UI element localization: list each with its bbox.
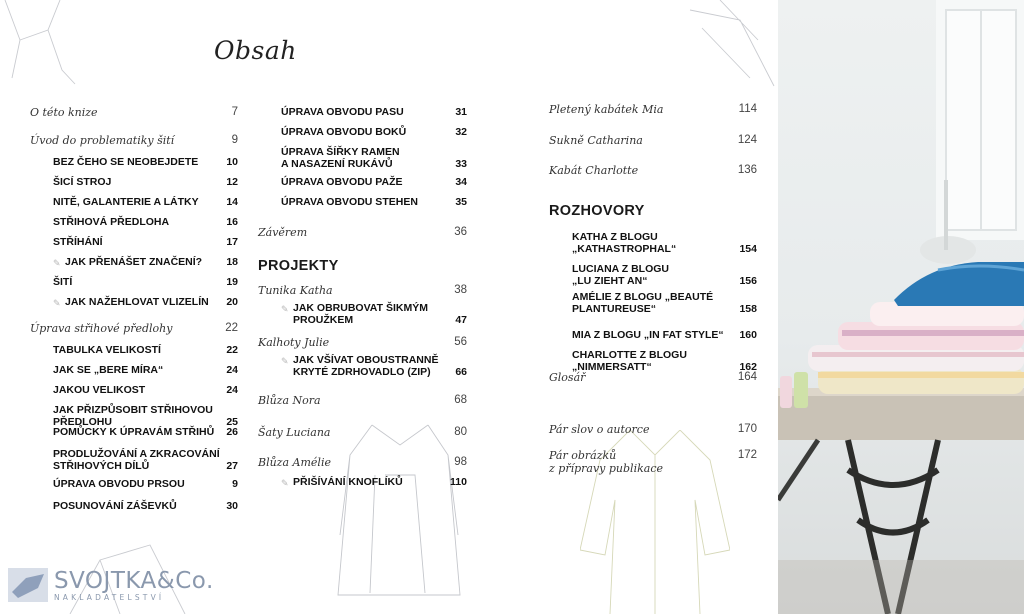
toc-entry-label: ÚPRAVA OBVODU PASU (281, 106, 404, 118)
toc-entry[interactable] (30, 156, 238, 168)
toc-entry-label: BEZ ČEHO SE NEOBEJDETE (53, 156, 199, 168)
toc-entry-label: Kalhoty Julie (258, 336, 330, 349)
toc-entry-label: TABULKA VELIKOSTÍ (53, 344, 161, 356)
toc-entry[interactable] (30, 256, 238, 268)
toc-entry-label: Pár obrázků z přípravy publikace (549, 449, 663, 475)
toc-entry-page: 31 (455, 106, 467, 118)
publisher-logo (8, 568, 214, 602)
toc-column-3 (549, 103, 757, 503)
toc-entry[interactable] (30, 384, 238, 396)
toc-entry-page: 156 (739, 275, 757, 287)
toc-entry[interactable] (258, 146, 467, 170)
toc-entry-page: 9 (232, 478, 238, 490)
sewing-tip-icon: ✎ (281, 356, 289, 366)
toc-entry-page: 80 (454, 426, 467, 438)
toc-entry-page: 164 (737, 371, 757, 383)
toc-entry[interactable] (30, 236, 238, 248)
toc-entry-page: 136 (737, 164, 757, 176)
toc-entry-label: ÚPRAVA ŠÍŘKY RAMEN A NASAZENÍ RUKÁVŮ (281, 146, 400, 170)
toc-entry[interactable] (549, 449, 757, 475)
toc-entry[interactable] (549, 164, 757, 177)
toc-entry[interactable] (549, 349, 757, 373)
toc-entry[interactable] (30, 276, 238, 288)
toc-entry-label: Úvod do problematiky šití (30, 134, 175, 147)
toc-entry-page: 114 (738, 103, 757, 115)
toc-entry-page: 35 (455, 196, 467, 208)
toc-entry[interactable] (549, 329, 757, 341)
toc-entry-page: 33 (455, 158, 467, 170)
toc-entry-label: ÚPRAVA OBVODU STEHEN (281, 196, 418, 208)
toc-entry[interactable] (258, 426, 467, 439)
toc-entry-page: 34 (455, 176, 467, 188)
toc-entry-page: 158 (739, 303, 757, 315)
toc-entry[interactable] (549, 291, 757, 315)
toc-entry[interactable] (30, 404, 238, 428)
toc-entry[interactable] (30, 216, 238, 228)
sewing-tip-icon: ✎ (53, 298, 61, 308)
toc-entry-page: 124 (737, 134, 757, 146)
toc-entry-page: 10 (226, 156, 238, 168)
toc-entry[interactable] (549, 134, 757, 147)
toc-entry-label: PRODLUŽOVÁNÍ A ZKRACOVÁNÍ STŘIHOVÝCH DÍLŮ (53, 448, 220, 472)
sewing-tip-icon: ✎ (53, 258, 61, 268)
toc-entry-page: 7 (231, 106, 238, 118)
toc-entry[interactable] (258, 354, 467, 378)
toc-entry-page: 56 (454, 336, 467, 348)
toc-entry[interactable] (30, 176, 238, 188)
toc-entry[interactable] (258, 258, 467, 274)
toc-entry-label: O této knize (30, 106, 98, 119)
toc-entry[interactable] (30, 478, 238, 490)
toc-entry-page: 22 (225, 322, 238, 334)
toc-entry[interactable] (549, 371, 757, 384)
page-title: Obsah (214, 36, 297, 65)
toc-entry-page: 27 (226, 460, 238, 472)
sewing-photo (778, 0, 1024, 614)
toc-entry[interactable] (30, 344, 238, 356)
toc-entry-page: 20 (226, 296, 238, 308)
toc-entry[interactable] (30, 322, 238, 335)
toc-entry-label: Šaty Luciana (258, 426, 331, 439)
toc-entry[interactable] (258, 176, 467, 188)
toc-entry-label: Pletený kabátek Mia (549, 103, 664, 116)
toc-entry[interactable] (30, 106, 238, 119)
fabric-stack-photo (778, 0, 1024, 614)
toc-column-1 (30, 106, 238, 526)
toc-entry[interactable] (30, 448, 238, 472)
publisher-name: SVOJTKA&Co. (54, 567, 214, 594)
toc-entry-label: AMÉLIE Z BLOGU „BEAUTÉ PLANTUREUSE“ (572, 291, 714, 315)
toc-entry[interactable] (258, 226, 467, 239)
toc-entry-label: Sukně Catharina (549, 134, 643, 147)
toc-entry-label: Blůza Amélie (258, 456, 331, 469)
toc-entry[interactable] (258, 456, 467, 469)
garment-sketch-top-right (680, 0, 778, 90)
toc-entry-label: STŘÍHÁNÍ (53, 236, 103, 248)
toc-entry[interactable] (549, 231, 757, 255)
toc-entry[interactable] (30, 134, 238, 147)
toc-entry-label: CHARLOTTE Z BLOGU „NIMMERSATT“ (572, 349, 687, 373)
toc-entry-label: PROJEKTY (258, 258, 339, 274)
toc-entry[interactable] (258, 394, 467, 407)
toc-entry[interactable] (549, 263, 757, 287)
toc-entry[interactable] (258, 126, 467, 138)
toc-entry-label: Závěrem (258, 226, 308, 239)
toc-entry-label: MIA Z BLOGU „IN FAT STYLE“ (572, 329, 724, 341)
toc-entry-page: 24 (226, 384, 238, 396)
toc-entry[interactable] (30, 500, 238, 512)
toc-entry-page: 30 (226, 500, 238, 512)
toc-entry[interactable] (258, 302, 467, 326)
toc-entry-label: JAK VŠÍVAT OBOUSTRANNĚ KRYTÉ ZDRHOVADLO (ZIP) (293, 354, 439, 378)
toc-entry-page: 24 (226, 364, 238, 376)
toc-entry-label: LUCIANA Z BLOGU „LU ZIEHT AN“ (572, 263, 670, 287)
toc-entry-label: KATHA Z BLOGU „KATHASTROPHAL“ (572, 231, 677, 255)
toc-entry-label: ŠICÍ STROJ (53, 176, 112, 188)
toc-entry[interactable] (258, 106, 467, 118)
sewing-tip-icon: ✎ (281, 304, 289, 314)
toc-entry-page: 160 (739, 329, 757, 341)
toc-entry-page: 18 (226, 256, 238, 268)
toc-entry[interactable] (549, 423, 757, 436)
toc-entry-label: JAK SE „BERE MÍRA“ (53, 364, 164, 376)
toc-entry-page: 47 (455, 314, 467, 326)
toc-entry-page: 26 (226, 426, 238, 438)
toc-entry-label: STŘIHOVÁ PŘEDLOHA (53, 216, 170, 228)
toc-entry[interactable] (258, 196, 467, 208)
toc-entry-page: 25 (226, 416, 238, 428)
toc-entry-label: ÚPRAVA OBVODU PAŽE (281, 176, 403, 188)
toc-entry-label: ÚPRAVA OBVODU BOKŮ (281, 126, 407, 138)
toc-entry[interactable] (30, 196, 238, 208)
toc-entry-page: 12 (226, 176, 238, 188)
toc-entry-page: 22 (226, 344, 238, 356)
toc-column-2 (258, 106, 467, 506)
toc-entry-label: JAKOU VELIKOST (53, 384, 146, 396)
toc-entry-page: 16 (226, 216, 238, 228)
toc-entry-page: 172 (737, 449, 757, 461)
toc-entry-label: Pár slov o autorce (549, 423, 650, 436)
toc-entry-page: 154 (739, 243, 757, 255)
toc-entry-label: JAK NAŽEHLOVAT VLIZELÍN (65, 296, 209, 308)
toc-entry[interactable] (549, 203, 757, 219)
toc-entry[interactable] (258, 476, 467, 488)
toc-entry-label: Tunika Katha (258, 284, 333, 297)
toc-entry-page: 17 (226, 236, 238, 248)
toc-entry-label: JAK OBRUBOVAT ŠIKMÝM PROUŽKEM (293, 302, 428, 326)
toc-entry-page: 66 (455, 366, 467, 378)
toc-entry-page: 110 (450, 476, 467, 488)
toc-entry-label: NITĚ, GALANTERIE A LÁTKY (53, 196, 199, 208)
toc-entry[interactable] (258, 336, 467, 349)
toc-entry-label: Glosář (549, 371, 586, 384)
toc-entry-page: 98 (454, 456, 467, 468)
toc-entry-page: 36 (454, 226, 467, 238)
sewing-tip-icon: ✎ (281, 478, 289, 488)
garment-sketch-top-left (0, 0, 90, 90)
book-logo-icon (8, 568, 48, 602)
toc-entry[interactable] (30, 426, 238, 438)
toc-entry-page: 14 (226, 196, 238, 208)
toc-entry-label: ÚPRAVA OBVODU PRSOU (53, 478, 185, 490)
toc-entry[interactable] (30, 364, 238, 376)
toc-entry-label: ROZHOVORY (549, 203, 645, 219)
toc-entry-label: Blůza Nora (258, 394, 321, 407)
toc-entry[interactable] (30, 296, 238, 308)
toc-entry-label: JAK PŘIZPŮSOBIT STŘIHOVOU PŘEDLOHU (53, 404, 213, 428)
toc-entry-page: 32 (455, 126, 467, 138)
toc-entry-page: 19 (226, 276, 238, 288)
toc-entry-label: ŠITÍ (53, 276, 73, 288)
publisher-subtitle: NAKLADATELSTVÍ (54, 592, 165, 602)
toc-entry-page: 9 (231, 134, 238, 146)
toc-entry-page: 38 (454, 284, 467, 296)
toc-entry-label: JAK PŘENÁŠET ZNAČENÍ? (65, 256, 203, 268)
toc-entry-page: 68 (454, 394, 467, 406)
toc-entry-label: Kabát Charlotte (549, 164, 639, 177)
toc-entry-label: Úprava střihové předlohy (30, 322, 173, 335)
toc-entry[interactable] (549, 103, 757, 116)
toc-entry-label: POSUNOVÁNÍ ZÁŠEVKŮ (53, 500, 177, 512)
toc-entry-page: 170 (737, 423, 757, 435)
toc-entry[interactable] (258, 284, 467, 297)
toc-entry-label: PŘIŠÍVÁNÍ KNOFLÍKŮ (293, 476, 403, 488)
toc-entry-page: 162 (739, 361, 757, 373)
toc-entry-label: POMŮCKY K ÚPRAVÁM STŘIHŮ (53, 426, 215, 438)
